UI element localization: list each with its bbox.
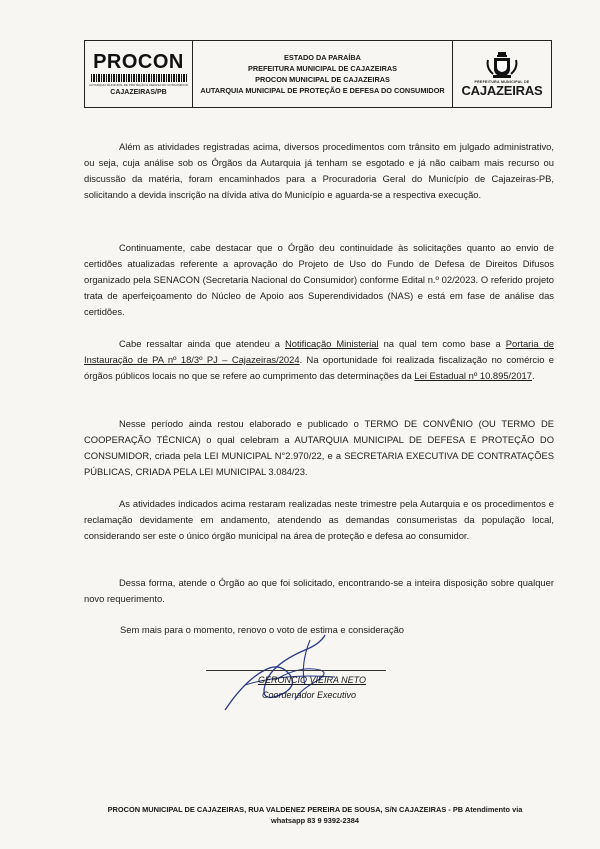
- paragraph-1-text: Além as atividades registradas acima, diversos procedimentos com trânsito em julgado administrativo, ou seja, cuja análise sob os Órgãos da Autarquia já tenham se esgotado e já não caibam mais recurso ou discussão da matéria, foram encaminhados para a Procuradoria Geral do Município de Cajazeiras-PB, solicitando a devida inscrição na dívida ativa do Município e aguarda-se a respectiva execução.: [84, 141, 554, 200]
- procon-logo-subtitle: AUTARQUIA MUNICIPAL DE PROTEÇÃO E DEFESA DO CONSUMIDOR: [88, 83, 189, 87]
- lei-estadual-link: Lei Estadual nº 10.895/2017: [414, 370, 532, 381]
- letterhead-line-4: AUTARQUIA MUNICIPAL DE PROTEÇÃO E DEFESA DO CONSUMIDOR: [200, 86, 445, 95]
- paragraph-3-text-b: na qual tem como base a: [378, 338, 506, 349]
- paragraph-3-text-d: .: [532, 370, 535, 381]
- letterhead-line-3: PROCON MUNICIPAL DE CAJAZEIRAS: [255, 75, 390, 84]
- paragraph-6-text: Dessa forma, atende o Órgão ao que foi solicitado, encontrando-se a inteira disposição sobre qualquer novo requerimento.: [84, 577, 554, 604]
- closing-line-text: Sem mais para o momento, renovo o voto de estima e consideração: [120, 624, 405, 635]
- procon-logo-city: CAJAZEIRAS/PB: [110, 89, 167, 96]
- paragraph-5-text: As atividades indicados acima restaram realizadas neste trimestre pela Autarquia e os procedimentos e reclamação devidamente em andamento, atendendo as demandas consumeristas da população local, considerando ser este o único órgão municipal na área de proteção e defesa ao consumidor.: [84, 498, 554, 541]
- paragraph-3-text-a: Cabe ressaltar ainda que atendeu a: [119, 338, 285, 349]
- paragraph-4-text: Nesse período ainda restou elaborado e publicado o TERMO DE CONVÊNIO (OU TERMO DE COOPERAÇÃO TÉCNICA) o qual celebram a AUTARQUIA MUNICIPAL DE DEFESA E PROTEÇÃO DO CONSUMIDOR, criada pela LEI MUNICIPAL N°2.970/22, e a SECRETARIA EXECUTIVA DE CONTRATAÇÕES PÚBLICAS, CRIADA PELA LEI MUNICIPAL 3.084/23.: [84, 418, 554, 477]
- paragraph-5: [84, 496, 554, 544]
- footer-address: [90, 804, 540, 826]
- notificacao-ministerial-link: Notificação Ministerial: [285, 338, 379, 349]
- letterhead-line-2: PREFEITURA MUNICIPAL DE CAJAZEIRAS: [247, 64, 398, 73]
- portaria-link: Portaria de Instauração de PA nº 18/3º PJ – Cajazeiras/2024: [84, 338, 555, 365]
- paragraph-3-text-c: . Na oportunidade foi realizada fiscalização no comércio e órgãos públicos locais no que se refere ao cumprimento das determinações da: [84, 354, 555, 381]
- barcode-graphic: [91, 74, 187, 82]
- paragraph-6: [84, 575, 554, 607]
- paragraph-2-text: Continuamente, cabe destacar que o Órgão deu continuidade às solicitações quanto ao envio de certidões atualizadas referente a aprovação do Projeto de Uso do Fundo de Defesa de Direitos Difusos organizado pela SENACON (Secretaria Nacional do Consumidor) conforme Edital n.º 02/2023. O referido projeto trata de aperfeiçoamento do Núcleo de Apoio aos Superendividados (NAS) e está em fase de análise das certidões.: [84, 242, 554, 317]
- signature-line: [206, 670, 386, 671]
- paragraph-1: [84, 139, 554, 203]
- paragraph-4: [84, 416, 554, 480]
- procon-logo: [85, 41, 193, 107]
- footer-line-1: PROCON MUNICIPAL DE CAJAZEIRAS, RUA VALDENEZ PEREIRA DE SOUSA, S/N CAJAZEIRAS - PB Atendimento via: [107, 805, 523, 814]
- letterhead: [84, 40, 552, 108]
- letterhead-line-1: ESTADO DA PARAÍBA: [284, 53, 361, 62]
- letterhead-title: [193, 41, 453, 107]
- cajazeiras-logo: [453, 41, 551, 107]
- cajazeiras-logo-small: PREFEITURA MUNICIPAL DE: [474, 80, 530, 84]
- paragraph-2: [84, 240, 554, 320]
- paragraph-3: [84, 336, 554, 384]
- coat-of-arms-icon: [485, 51, 519, 79]
- cajazeiras-logo-city: CAJAZEIRAS: [461, 83, 543, 98]
- signer-name: GERONCIO VIEIRA NETO: [258, 675, 367, 685]
- procon-logo-brand: PROCON: [93, 51, 184, 73]
- footer-line-2: whatsapp 83 9 9392-2384: [271, 816, 359, 825]
- signer-role: Coordenador Executivo: [262, 690, 357, 700]
